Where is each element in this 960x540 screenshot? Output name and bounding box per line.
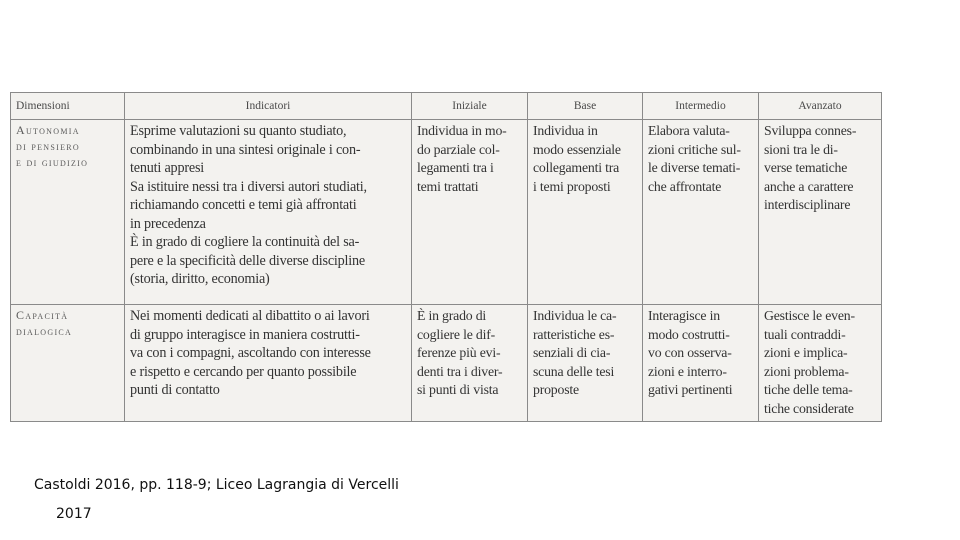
text-line: che affrontate [648,178,722,194]
citation-year: 2017 [56,506,92,522]
text-line: le diverse temati- [648,160,741,175]
header-indicatori: Indicatori [125,93,412,120]
text-line: tiche considerate [764,400,854,416]
text-line: modo costrutti- [648,326,730,342]
text-line: zioni problema- [764,363,849,379]
text-line: tenuti appresi [130,160,205,176]
text-line: Interagisce in [648,308,720,323]
avanzato-cell [759,305,882,422]
header-base: Base [528,93,643,120]
text-line: verse tematiche [764,160,848,175]
dimension-line: di pensiero [16,139,80,153]
text-line: Gestisce le even- [764,308,855,323]
text-line: legamenti tra i [417,160,494,175]
dimension-line: e di giudizio [16,155,89,169]
text-line: Sviluppa connes- [764,123,857,138]
text-line: in precedenza [130,215,206,232]
text-line: È in grado di cogliere la continuità del sa- [130,234,360,250]
text-line: Individua in [533,123,598,138]
text-line: gativi pertinenti [648,382,733,397]
dimension-cell [11,120,125,305]
text-line: va con i compagni, ascoltando con interesse [130,345,371,361]
header-avanzato: Avanzato [759,93,882,120]
header-dimensioni: Dimensioni [11,93,125,120]
intermedio-cell [643,120,759,305]
text-line: zioni e interro- [648,363,727,379]
text-line: cogliere le dif- [417,326,496,342]
text-line: ferenze più evi- [417,345,501,360]
text-line: vo con osserva- [648,345,732,360]
text-line: (storia, diritto, economia) [130,271,270,287]
text-line: temi trattati [417,178,479,194]
rubric-table [10,92,882,422]
indicatori-cell [125,120,412,305]
dimension-line: Capacità [16,308,69,322]
text-line: combinando in una sintesi originale i con- [130,141,361,158]
text-line: interdisciplinare [764,197,851,212]
text-line: anche a carattere [764,178,854,194]
text-line: si punti di vista [417,382,499,397]
text-line: collegamenti tra [533,160,620,175]
text-line: Individua le ca- [533,308,617,323]
text-line: È in grado di [417,308,487,323]
text-line: i temi proposti [533,178,611,194]
text-line: Sa istituire nessi tra i diversi autori studiati, [130,178,367,195]
citation-caption: Castoldi 2016, pp. 118-9; Liceo Lagrangia di Vercelli [34,477,399,493]
intermedio-cell [643,305,759,422]
iniziale-cell [412,305,528,422]
text-line: modo essenziale [533,141,621,157]
text-line: zioni critiche sul- [648,141,741,157]
text-line: Esprime valutazioni su quanto studiato, [130,123,347,139]
text-line: Elabora valuta- [648,123,730,138]
text-line: scuna delle tesi [533,363,615,379]
text-line: tuali contraddi- [764,326,846,342]
dimension-line: dialogica [16,324,73,338]
dimension-line: Autonomia [16,123,80,137]
text-line: di gruppo interagisce in maniera costrutti- [130,326,360,343]
text-line: ratteristiche es- [533,326,615,342]
text-line: do parziale col- [417,141,500,157]
table-row-autonomia [11,120,882,305]
text-line: zioni e implica- [764,345,848,360]
text-line: Individua in mo- [417,123,507,138]
table-row-capacita-dialogica [11,305,882,422]
header-intermedio: Intermedio [643,93,759,120]
base-cell [528,305,643,422]
text-line: senziali di cia- [533,345,611,360]
indicatori-cell [125,305,412,422]
text-line: sioni tra le di- [764,141,838,157]
text-line: denti tra i diver- [417,363,503,379]
text-line: richiamando concetti e temi già affrontati [130,197,357,213]
dimension-cell [11,305,125,422]
text-line: punti di contatto [130,382,220,398]
iniziale-cell [412,120,528,305]
text-line: proposte [533,382,579,397]
header-iniziale: Iniziale [412,93,528,120]
text-line: e rispetto e cercando per quanto possibile [130,363,357,380]
text-line: Nei momenti dedicati al dibattito o ai lavori [130,308,370,324]
text-line: tiche delle tema- [764,382,853,397]
header-row [11,93,882,120]
avanzato-cell [759,120,882,305]
text-line: pere e la specificità delle diverse discipline [130,252,366,269]
base-cell [528,120,643,305]
